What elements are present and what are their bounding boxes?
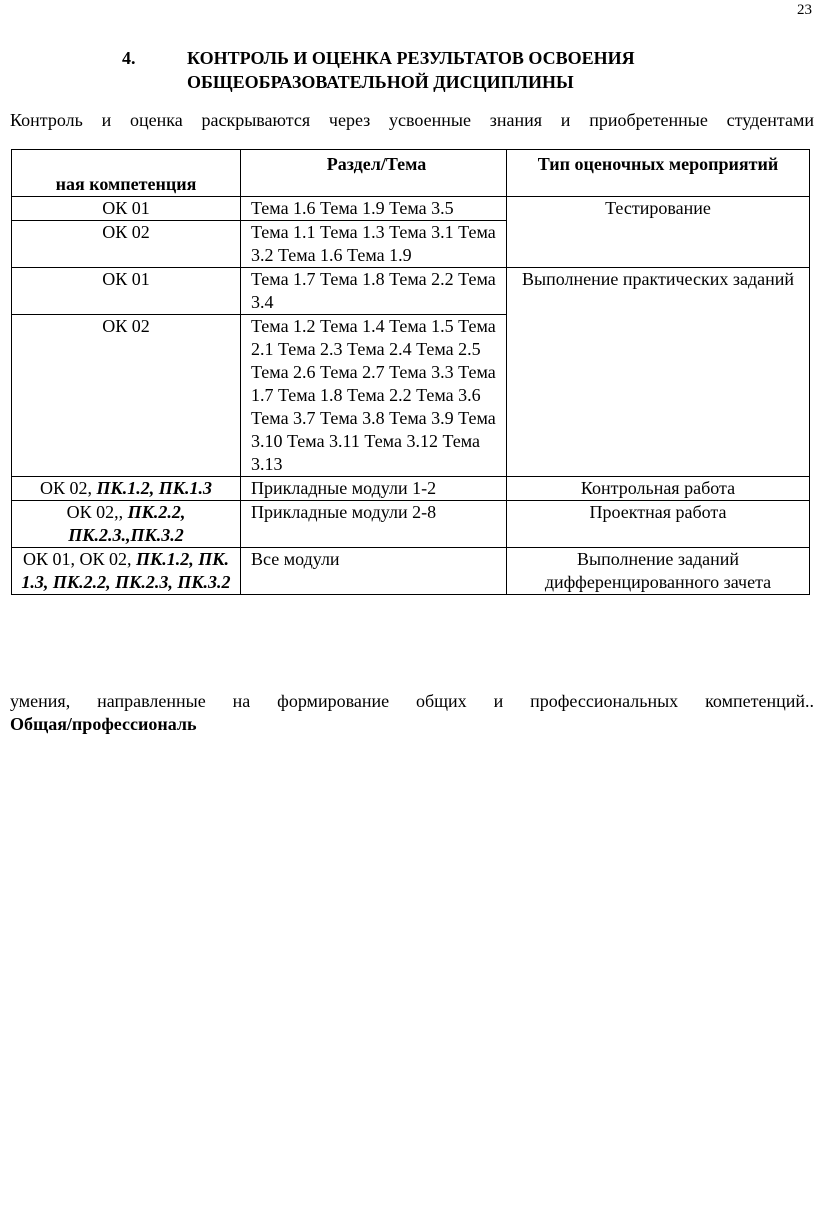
competence-cell: ОК 02 xyxy=(12,221,241,268)
competence-cell xyxy=(12,501,241,548)
topics-cell: Прикладные модули 2-8 xyxy=(241,501,507,548)
assessment-cell: Тестирование xyxy=(507,197,810,268)
topics-cell: Прикладные модули 1-2 xyxy=(241,477,507,501)
competence-cell: ОК 01 xyxy=(12,268,241,315)
topics-cell: Тема 1.2 Тема 1.4 Тема 1.5 Тема 2.1 Тема 2.3 Тема 2.4 Тема 2.5 Тема 2.6 Тема 2.7 Тема 3.3 Тема 1.7 Тема 1.8 Тема 2.2 Тема 3.6 Тема 3.7 Тема 3.8 Тема 3.9 Тема 3.10 Тема 3.11 Тема 3.12 Тема 3.13 xyxy=(241,315,507,477)
competence-cell xyxy=(12,477,241,501)
header-assessment: Тип оценочных мероприятий xyxy=(507,150,810,197)
competence-cell: ОК 02 xyxy=(12,315,241,477)
table-row xyxy=(12,501,810,548)
assessment-table xyxy=(11,149,810,595)
topics-cell: Тема 1.1 Тема 1.3 Тема 3.1 Тема 3.2 Тема 1.6 Тема 1.9 xyxy=(241,221,507,268)
header-competence: ная компетенция xyxy=(12,150,241,197)
competence-pk: ПК.1.2, ПК. 1.3, ПК.2.2, ПК.2.3, ПК.3.2 xyxy=(21,549,231,592)
competence-pk: ПК.1.2, ПК.1.3 xyxy=(96,478,212,498)
section-number: 4. xyxy=(122,48,136,68)
topics-cell: Тема 1.7 Тема 1.8 Тема 2.2 Тема 3.4 xyxy=(241,268,507,315)
section-title-line2: ОБЩЕОБРАЗОВАТЕЛЬНОЙ ДИСЦИПЛИНЫ xyxy=(187,72,574,92)
table-row xyxy=(12,548,810,595)
topics-cell: Все модули xyxy=(241,548,507,595)
table-row xyxy=(12,477,810,501)
page-number: 23 xyxy=(797,2,812,18)
competence-cell: ОК 01 xyxy=(12,197,241,221)
assessment-cell: Проектная работа xyxy=(507,501,810,548)
competence-plain: ОК 01, ОК 02, xyxy=(23,549,137,569)
footer-text xyxy=(10,690,814,736)
assessment-cell: Выполнение заданий дифференцированного зачета xyxy=(507,548,810,595)
competence-cell xyxy=(12,548,241,595)
assessment-cell: Выполнение практических заданий xyxy=(507,268,810,477)
competence-plain: ОК 02,, xyxy=(66,502,128,522)
footer-bold-line: Общая/профессиональ xyxy=(10,714,197,734)
topics-cell: Тема 1.6 Тема 1.9 Тема 3.5 xyxy=(241,197,507,221)
competence-plain: ОК 02, xyxy=(40,478,97,498)
section-title-line1: КОНТРОЛЬ И ОЦЕНКА РЕЗУЛЬТАТОВ ОСВОЕНИЯ xyxy=(187,48,635,68)
footer-line: умения, направленные на формирование общих и профессиональных компетенций.. xyxy=(10,691,814,711)
intro-text: Контроль и оценка раскрываются через усвоенные знания и приобретенные студентами xyxy=(10,110,814,130)
competence-pk: ПК.2.2, ПК.2.3.,ПК.3.2 xyxy=(68,502,186,545)
table-row xyxy=(12,268,810,315)
assessment-cell: Контрольная работа xyxy=(507,477,810,501)
table-row xyxy=(12,197,810,221)
table-header-row xyxy=(12,150,810,197)
header-section: Раздел/Тема xyxy=(241,150,507,197)
